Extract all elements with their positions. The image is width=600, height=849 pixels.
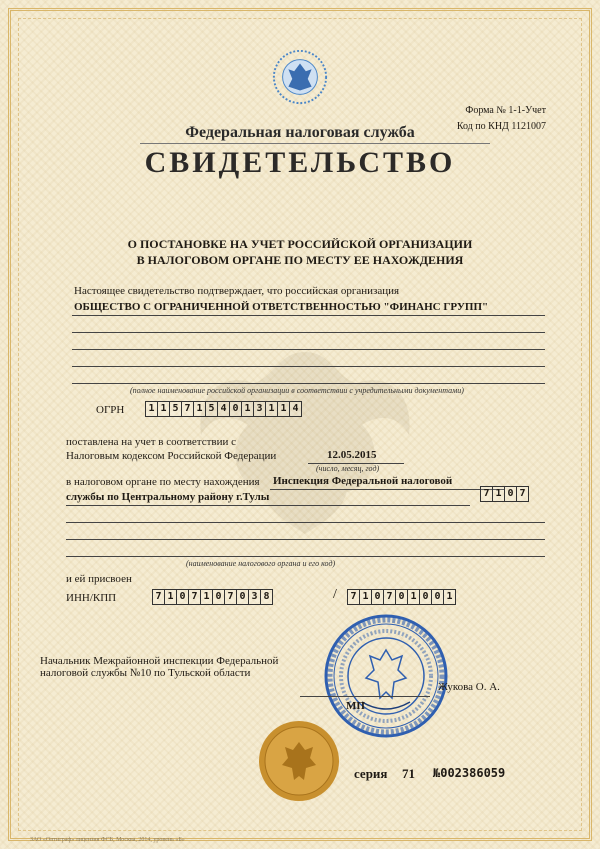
ogrn-digit-cell: 1	[265, 401, 278, 417]
inn-digit-cell: 0	[176, 589, 189, 605]
service-underline	[140, 143, 490, 144]
gold-seal-icon	[258, 720, 340, 802]
kpp-digit-cell: 1	[443, 589, 456, 605]
ogrn-digit-cell: 1	[241, 401, 254, 417]
inn-digit-cell: 7	[224, 589, 237, 605]
organization-intro: Настоящее свидетельство подтверждает, что российская организация	[74, 285, 400, 297]
assigned-label: и ей присвоен	[66, 573, 132, 585]
form-number: Форма № 1-1-Учет	[465, 105, 546, 116]
authority-underline-4	[66, 539, 545, 540]
subtitle-line-1: О ПОСТАНОВКЕ НА УЧЕТ РОССИЙСКОЙ ОРГАНИЗАЦИИ	[127, 237, 473, 251]
kpp-digit-cell: 7	[347, 589, 360, 605]
org-name-line-1	[72, 315, 545, 316]
stamp-mark: МП	[346, 700, 365, 712]
signer-position-line-1: Начальник Межрайонной инспекции Федеральной	[40, 655, 279, 667]
inn-digit-cell: 3	[248, 589, 261, 605]
kpp-digit-cell: 7	[383, 589, 396, 605]
inn-digit-cell: 0	[212, 589, 225, 605]
ogrn-digit-cell: 1	[277, 401, 290, 417]
inn-cells	[152, 589, 272, 605]
ogrn-cells	[145, 401, 301, 417]
serial-series: 71	[402, 766, 415, 781]
authority-line-1: Инспекция Федеральной налоговой	[273, 475, 453, 487]
inn-kpp-separator: /	[333, 587, 337, 602]
ogrn-digit-cell: 4	[217, 401, 230, 417]
authority-code-cell: 7	[480, 486, 493, 502]
serial-label: серия	[354, 766, 388, 781]
inn-digit-cell: 1	[200, 589, 213, 605]
kpp-digit-cell: 1	[359, 589, 372, 605]
kpp-digit-cell: 1	[407, 589, 420, 605]
organization-name-caption: (полное наименование российской организации в соответствии с учредительными документами)	[130, 386, 464, 395]
authority-code-cell: 1	[492, 486, 505, 502]
fns-emblem-icon	[271, 48, 329, 106]
ogrn-digit-cell: 3	[253, 401, 266, 417]
org-name-line-5	[72, 383, 545, 384]
inn-digit-cell: 0	[236, 589, 249, 605]
ogrn-digit-cell: 7	[181, 401, 194, 417]
ogrn-digit-cell: 1	[157, 401, 170, 417]
authority-underline-1	[270, 489, 504, 490]
ogrn-digit-cell: 5	[205, 401, 218, 417]
registration-date: 12.05.2015	[327, 449, 377, 461]
kpp-digit-cell: 0	[395, 589, 408, 605]
org-name-line-3	[72, 349, 545, 350]
kpp-digit-cell: 0	[371, 589, 384, 605]
signer-name: Жукова О. А.	[438, 681, 500, 693]
official-stamp	[322, 612, 450, 740]
authority-code-cells	[480, 486, 528, 502]
authority-underline-3	[66, 522, 545, 523]
authority-code-cell: 0	[504, 486, 517, 502]
authority-caption: (наименование налогового органа и его код)	[186, 559, 336, 568]
document-subtitle	[0, 236, 600, 268]
authority-underline-2	[66, 505, 470, 506]
ogrn-digit-cell: 1	[145, 401, 158, 417]
ogrn-digit-cell: 0	[229, 401, 242, 417]
printer-imprint: ЗАО «Оптиграф» лицензия ФСБ, Москва, 2014, уровень «Б»	[30, 837, 185, 843]
service-name: Федеральная налоговая служба	[185, 124, 415, 141]
ogrn-digit-cell: 5	[169, 401, 182, 417]
ogrn-label: ОГРН	[96, 404, 125, 416]
ogrn-digit-cell: 1	[193, 401, 206, 417]
inn-digit-cell: 8	[260, 589, 273, 605]
registration-line-1: поставлена на учет в соответствии с	[66, 436, 237, 448]
authority-prefix: в налоговом органе по месту нахождения	[66, 476, 260, 488]
authority-line-2: службы по Центральному району г.Тулы	[66, 491, 270, 503]
background-eagle-icon	[170, 300, 440, 560]
date-caption: (число, месяц, год)	[316, 464, 380, 473]
inn-digit-cell: 7	[152, 589, 165, 605]
knd-code: Код по КНД 1121007	[456, 121, 546, 132]
registration-line-2: Налоговым кодексом Российской Федерации	[66, 450, 277, 462]
inn-kpp-label: ИНН/КПП	[66, 592, 117, 604]
kpp-digit-cell: 0	[431, 589, 444, 605]
subtitle-line-2: В НАЛОГОВОМ ОРГАНЕ ПО МЕСТУ ЕЕ НАХОЖДЕНИЯ	[136, 253, 464, 267]
ogrn-digit-cell: 4	[289, 401, 302, 417]
authority-code-cell: 7	[516, 486, 529, 502]
signer-position-line-2: налоговой службы №10 по Тульской области	[40, 667, 251, 679]
organization-name: ОБЩЕСТВО С ОГРАНИЧЕННОЙ ОТВЕТСТВЕННОСТЬЮ "ФИНАНС ГРУПП"	[74, 301, 489, 313]
org-name-line-2	[72, 332, 545, 333]
inn-digit-cell: 1	[164, 589, 177, 605]
kpp-cells	[347, 589, 455, 605]
serial-number: №002386059	[433, 766, 506, 780]
kpp-digit-cell: 0	[419, 589, 432, 605]
document-title: СВИДЕТЕЛЬСТВО	[144, 146, 456, 179]
inn-digit-cell: 7	[188, 589, 201, 605]
signature-line	[300, 696, 430, 697]
authority-underline-5	[66, 556, 545, 557]
org-name-line-4	[72, 366, 545, 367]
